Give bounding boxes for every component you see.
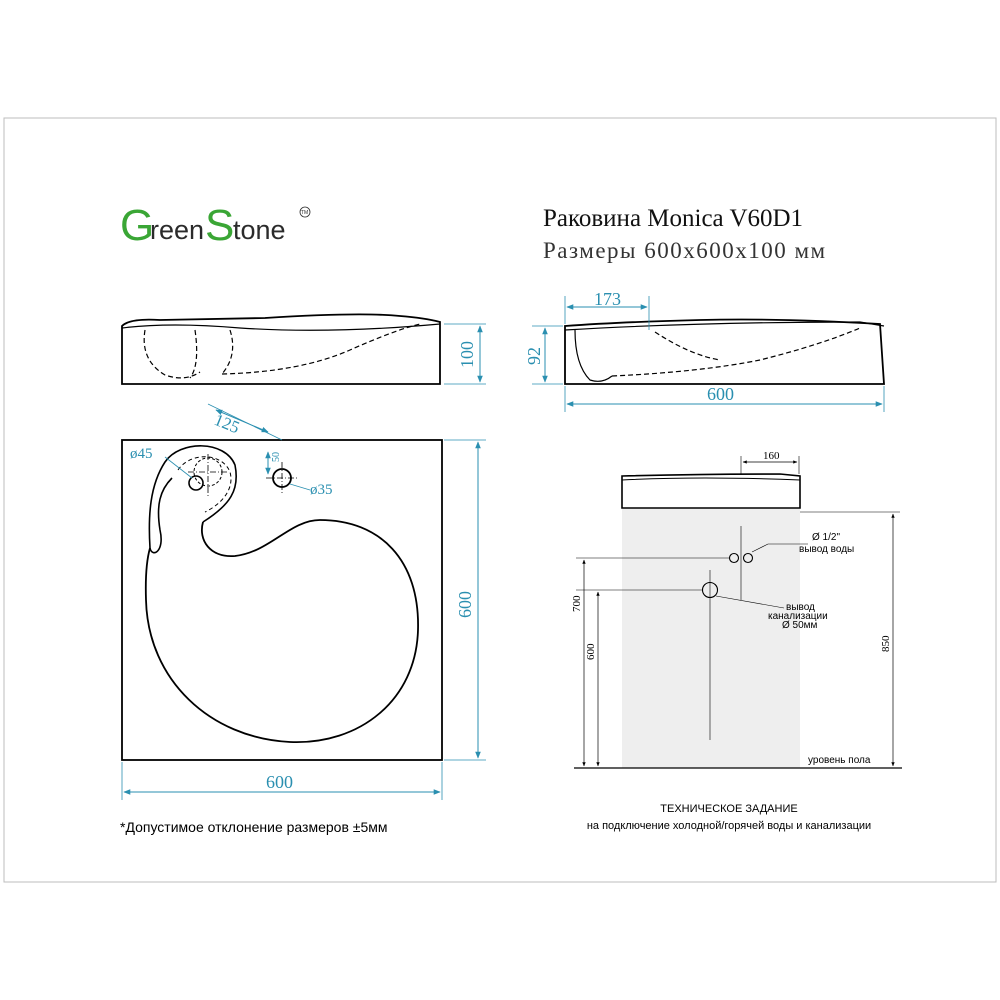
spec-title: ТЕХНИЧЕСКОЕ ЗАДАНИЕ — [660, 803, 798, 815]
water-pipe-diameter: Ø 1/2" — [812, 532, 841, 543]
top-view — [122, 404, 486, 800]
drain-caption-1: вывод — [786, 602, 815, 613]
tap-offset-label: 50 — [271, 452, 282, 462]
brand-initial-s: S — [205, 201, 235, 250]
height-850-label: 850 — [880, 635, 892, 652]
height-700-label: 700 — [571, 595, 583, 612]
brand-word-stone: tone — [233, 215, 286, 245]
offset-label: 125 — [211, 410, 243, 438]
overflow-diameter-leader — [290, 484, 310, 490]
drain-caption-3: Ø 50мм — [782, 620, 818, 631]
side-width-label: 600 — [707, 384, 734, 404]
front-view-hidden-bowl-right — [222, 324, 420, 374]
water-pipe-caption: вывод воды — [799, 544, 855, 555]
side-view-hidden-bowl-inner — [655, 332, 720, 360]
top-view-bowl-shape — [146, 520, 418, 742]
product-title: Раковина Monica V60D1 — [543, 205, 804, 232]
tolerance-note: *Допустимое отклонение размеров ±5мм — [120, 819, 388, 835]
install-offset-label: 160 — [763, 450, 780, 462]
tap-diameter-label: ø45 — [130, 446, 153, 462]
side-view — [524, 289, 884, 412]
installation-diagram — [571, 450, 902, 768]
tap-diameter-leader — [165, 457, 192, 478]
front-view-rim — [122, 324, 440, 330]
product-dimensions: Размеры 600х600х100 мм — [543, 238, 827, 263]
top-view-hidden-spout — [178, 457, 231, 512]
brand-logo — [120, 201, 310, 250]
side-view-base-curve — [575, 330, 612, 381]
side-view-outline — [565, 320, 884, 385]
brand-initial-g: G — [120, 201, 155, 250]
side-top-label: 173 — [594, 289, 621, 309]
overflow-diameter-label: ø35 — [310, 482, 333, 498]
brand-word-green: reen — [150, 215, 205, 245]
top-view-tap-hole — [189, 476, 203, 490]
front-view-hidden-bowl-left — [144, 330, 200, 378]
trademark-mark: TM — [301, 210, 309, 216]
floor-level-label: уровень пола — [808, 755, 871, 766]
front-view — [122, 314, 486, 384]
front-view-hidden-drain-left — [190, 330, 197, 378]
front-height-label: 100 — [457, 341, 477, 368]
side-view-hidden-bowl — [612, 328, 860, 376]
height-600-label: 600 — [585, 643, 597, 660]
top-depth-label: 600 — [455, 591, 475, 618]
install-zone — [622, 508, 800, 768]
drain-caption-2: канализации — [768, 611, 828, 622]
front-view-hidden-drain-right — [222, 330, 233, 374]
top-width-label: 600 — [266, 772, 293, 792]
side-height-label: 92 — [524, 347, 544, 365]
spec-subtitle: на подключение холодной/горячей воды и канализации — [586, 820, 872, 832]
top-view-spout-shape — [149, 446, 236, 553]
